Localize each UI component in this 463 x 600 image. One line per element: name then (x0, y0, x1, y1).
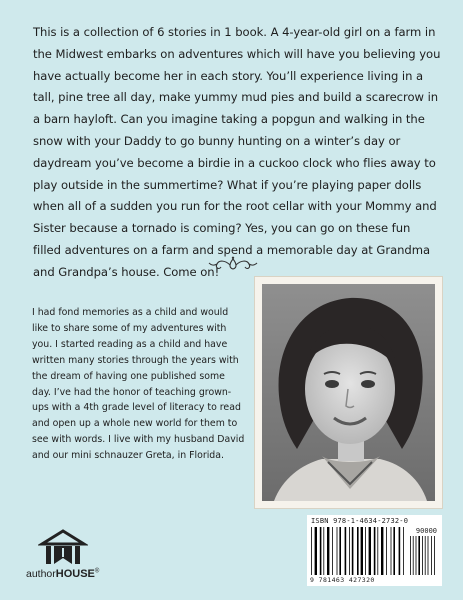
registered-mark: ® (94, 568, 100, 575)
barcode-bar (352, 527, 354, 575)
barcode-bar (339, 527, 341, 575)
barcode-bar (428, 536, 429, 575)
barcode-bar (418, 536, 420, 575)
author-childhood-photo (254, 276, 443, 509)
price-code: 90000 (415, 527, 437, 535)
barcode-bar (323, 527, 324, 575)
barcode-bars (311, 527, 407, 575)
barcode-bar (381, 527, 383, 575)
authorhouse-logo-icon (38, 528, 88, 568)
barcode-bar (349, 527, 350, 575)
barcode-bar (399, 527, 401, 575)
publisher-name (26, 568, 99, 580)
barcode-bar (374, 527, 376, 575)
barcode-bar (410, 536, 411, 575)
publisher-prefix: author (26, 568, 56, 580)
barcode-bar (327, 527, 329, 575)
barcode-bar (361, 527, 363, 575)
barcode-bar (332, 527, 333, 575)
barcode-bar (320, 527, 322, 575)
back-cover-blurb: This is a collection of 6 stories in 1 book. A 4-year-old girl on a farm in the Midwest embarks on adventures which will have you believing you have actually become her in each story. You’ll experience living in a tall, pine tree all day, make yummy mud pies and build a scarecrow in a barn hayloft. Can you imagine taking a popgun and walking in the snow with your Daddy to go bunny hunting on a winter’s day or daydream you’ve become a birdie in a cuckoo clock who flies away to play outside in the summertime? What if you’re playing paper dolls when all of a sudden you run for the root cellar with your Mommy and Sister because a tornado is coming? Yes, you can go on these fun filled adventures on a farm and spend a memorable day at Grandma and Grandpa’s house. Come on! (33, 25, 441, 279)
barcode-bar (315, 527, 317, 575)
isbn-barcode (307, 515, 442, 586)
flourish-ornament-icon (207, 256, 259, 272)
price-barcode-bars (410, 536, 438, 575)
barcode-bar (345, 527, 347, 575)
barcode-bar (425, 536, 426, 575)
barcode-digits: 9 781463 427320 (310, 576, 375, 584)
barcode-bar (357, 527, 359, 575)
barcode-bar (393, 527, 395, 575)
barcode-bar (434, 536, 435, 575)
barcode-bar (413, 536, 414, 575)
barcode-bar (311, 527, 312, 575)
author-bio: I had fond memories as a child and would like to share some of my adventures with you. I started reading as a child and have written many stories through the years with the dream of having one published some day. I’ve had the honor of teaching grown-ups with a 4th grade level of literacy to read and open up a whole new world for them to see with words. I live with my husband David and our mini schnauzer Greta, in Florida. (32, 307, 245, 462)
barcode-bar (386, 527, 387, 575)
isbn-number: ISBN 978-1-4634-2732-0 (311, 517, 409, 525)
barcode-bar (431, 536, 432, 575)
barcode-bar (416, 536, 417, 575)
publisher-house: HOUSE (55, 568, 95, 580)
barcode-bar (369, 527, 371, 575)
barcode-bar (377, 527, 378, 575)
barcode-bar (365, 527, 366, 575)
barcode-bar (403, 527, 404, 575)
barcode-bar (391, 527, 392, 575)
barcode-bar (337, 527, 338, 575)
barcode-bar (422, 536, 423, 575)
